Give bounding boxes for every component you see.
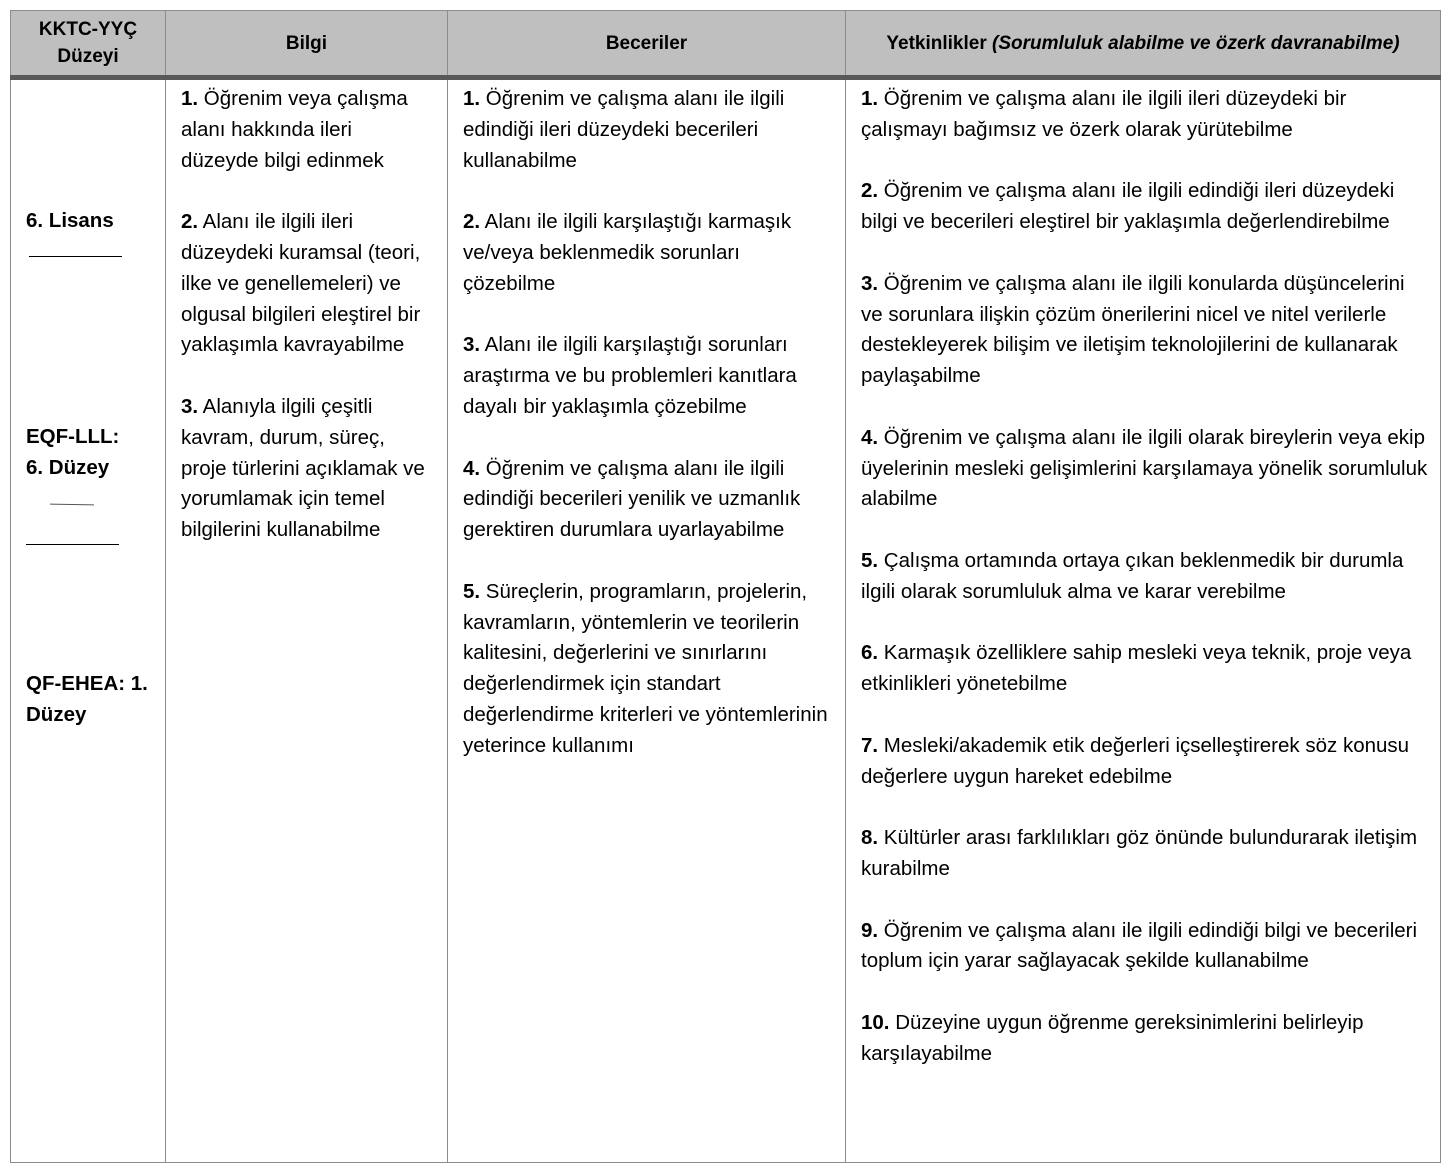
table-header	[11, 11, 1441, 78]
header-yetkinlikler-title: Yetkinlikler	[886, 32, 987, 54]
yetkinlikler-cell	[846, 78, 1441, 1163]
yetkinlik-item: 8. Kültürler arası farklılıkları göz önünde bulundurarak iletişim kurabilme	[861, 826, 1418, 880]
yetkinlik-item: 7. Mesleki/akademik etik değerleri içselleştirerek söz konusu değerlere uygun hareket edebilme	[861, 733, 1410, 788]
bilgi-cell	[166, 78, 448, 1163]
bilgi-item: 3. Alanıyla ilgili çeşitli kavram, durum, süreç, proje türlerini açıklamak ve yorumlamak için temel bilgilerini kullanabilme	[181, 394, 425, 542]
divider-rule	[29, 256, 122, 257]
header-yetkinlikler-subtitle: (Sorumluluk alabilme ve özerk davranabilme)	[992, 32, 1400, 54]
table-body	[11, 78, 1441, 1163]
level-cell	[11, 78, 166, 1163]
table-row	[11, 78, 1441, 1163]
divider-rule	[26, 544, 119, 545]
yetkinlik-item: 4. Öğrenim ve çalışma alanı ile ilgili olarak bireylerin veya ekip üyelerinin mesleki gelişimlerini karşılamaya yönelik sorumluluk alabilme	[861, 425, 1428, 511]
level-eqf-line1: EQF-LLL:	[26, 425, 120, 448]
bilgi-item: 2. Alanı ile ilgili ileri düzeydeki kuramsal (teori, ilke ve genellemeleri) ve olgusal bilgileri eleştirel bir yaklaşımla kavrayabilme	[181, 210, 421, 357]
header-row	[11, 11, 1441, 78]
beceriler-cell	[448, 78, 846, 1163]
beceri-item: 1. Öğrenim ve çalışma alanı ile ilgili edindiği ileri düzeydeki becerileri kullanabilme	[463, 87, 785, 172]
beceri-item: 4. Öğrenim ve çalışma alanı ile ilgili edindiği becerileri yenilik ve uzmanlık gerektiren durumlara uyarlayabilme	[463, 456, 801, 542]
level-eqf-line2: 6. Düzey	[26, 455, 110, 479]
yetkinlik-item: 3. Öğrenim ve çalışma alanı ile ilgili konularda düşüncelerini ve sorunlara ilişkin çözüm önerilerini nicel ve nitel verilerle destekleyerek bilişim ve iletişim teknolojilerini de kullanarak paylaşabilme	[861, 271, 1405, 388]
header-level	[11, 11, 166, 78]
header-level-line2: Düzeyi	[57, 46, 119, 67]
header-beceriler: Beceriler	[448, 11, 846, 78]
divider-rule	[50, 504, 94, 506]
qualifications-table	[10, 10, 1441, 1163]
level-qf-ehea	[26, 669, 161, 731]
level-eqf	[26, 422, 161, 484]
header-level-line1: KKTC-YYÇ	[38, 19, 138, 40]
yetkinlik-item: 10. Düzeyine uygun öğrenme gereksinimlerini belirleyip karşılayabilme	[861, 1010, 1364, 1065]
header-yetkinlikler	[846, 11, 1441, 78]
header-bilgi: Bilgi	[166, 11, 448, 78]
yetkinlik-item: 6. Karmaşık özelliklere sahip mesleki veya teknik, proje veya etkinlikleri yönetebilme	[861, 641, 1412, 696]
beceri-item: 5. Süreçlerin, programların, projelerin, kavramların, yöntemlerin ve teorilerin kalitesini, değerlerini ve sınırlarını değerlendirmek için standart değerlendirme kriterleri ve yöntemlerinin yeterince kullanımı	[463, 579, 828, 757]
yetkinlik-item: 9. Öğrenim ve çalışma alanı ile ilgili edindiği bilgi ve becerileri toplum için yarar sağlayacak şekilde kullanabilme	[861, 918, 1418, 973]
yetkinlik-item: 1. Öğrenim ve çalışma alanı ile ilgili ileri düzeydeki bir çalışmayı bağımsız ve özerk olarak yürütebilme	[861, 87, 1347, 141]
bilgi-item: 1. Öğrenim veya çalışma alanı hakkında ileri düzeyde bilgi edinmek	[181, 87, 408, 172]
yetkinlik-item: 5. Çalışma ortamında ortaya çıkan beklenmedik bir durumla ilgili olarak sorumluluk alma ve karar verebilme	[861, 548, 1404, 603]
level-qf-line1: QF-EHEA: 1.	[26, 672, 148, 695]
level-lisans: 6. Lisans	[26, 209, 114, 232]
beceri-item: 2. Alanı ile ilgili karşılaştığı karmaşık ve/veya beklenmedik sorunları çözebilme	[463, 210, 792, 295]
level-qf-line2: Düzey	[26, 702, 87, 726]
beceri-item: 3. Alanı ile ilgili karşılaştığı sorunları araştırma ve bu problemleri kanıtlara dayalı bir yaklaşımla çözebilme	[463, 333, 797, 418]
yetkinlik-item: 2. Öğrenim ve çalışma alanı ile ilgili edindiği ileri düzeydeki bilgi ve becerileri eleştirel bir yaklaşımla değerlendirebilme	[861, 179, 1395, 234]
